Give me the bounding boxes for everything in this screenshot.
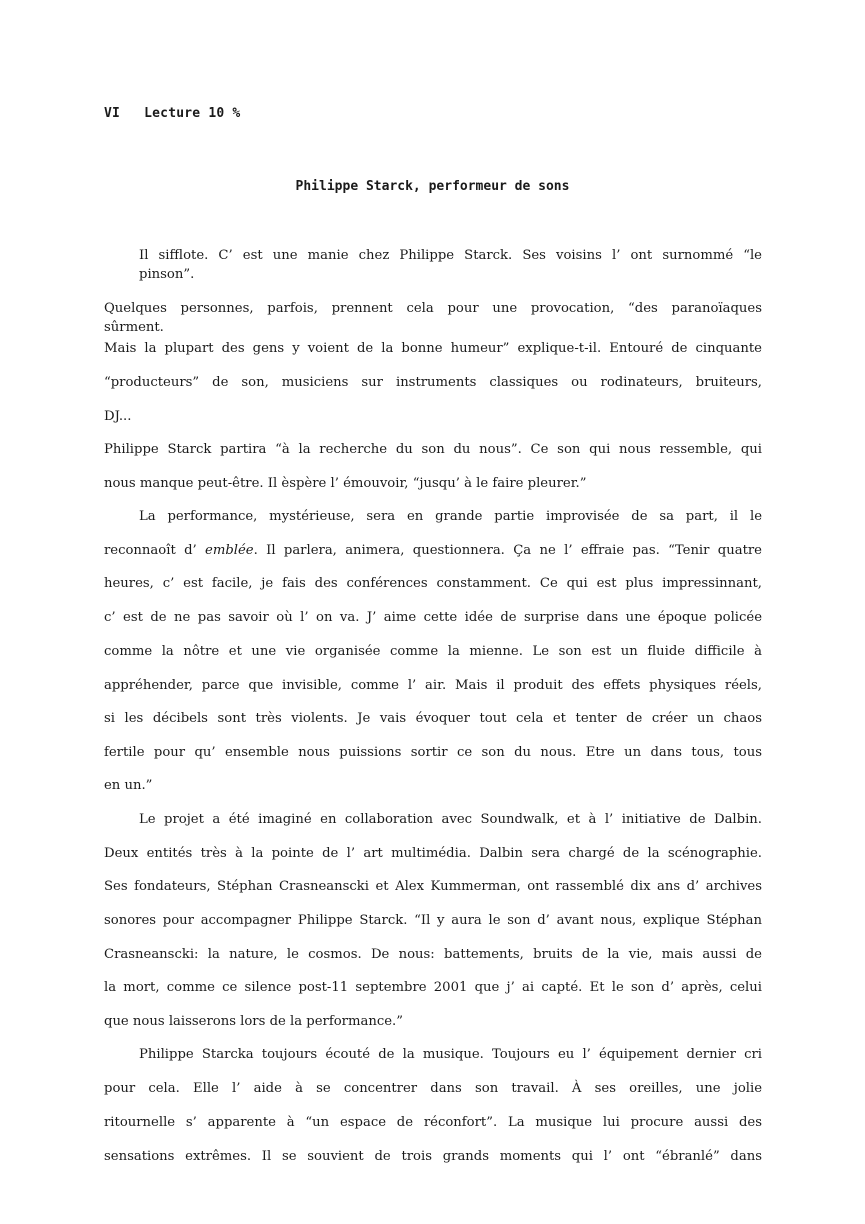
body-line: Mais la plupart des gens y voient de la bonne humeur” explique-t-il. Entouré de cinquante — [104, 341, 762, 356]
body-line: Deux entités très à la pointe de l’ art multimédia. Dalbin sera chargé de la scénographie. — [104, 846, 762, 861]
body-line: en un.” — [104, 778, 153, 793]
body-line: Philippe Starck partira “à la recherche du son du nous”. Ce son qui nous ressemble, qui — [104, 442, 762, 457]
body-line: comme la nôtre et une vie organisée comme la mienne. Le son est un fluide difficile à — [104, 644, 762, 659]
body-line: reconnaoît d’ emblée. Il parlera, animera, questionnera. Ça ne l’ effraie pas. “Tenir quatre — [104, 543, 762, 558]
body-line: sonores pour accompagner Philippe Starck. “Il y aura le son d’ avant nous, explique Stéphan — [104, 913, 762, 928]
body-line: c’ est de ne pas savoir où l’ on va. J’ aime cette idée de surprise dans une époque policée — [104, 610, 762, 625]
section-heading: VI Lecture 10 % — [104, 106, 241, 121]
body-line: Le projet a été imaginé en collaboration avec Soundwalk, et à l’ initiative de Dalbin. — [139, 812, 762, 827]
body-line: appréhender, parce que invisible, comme l’ air. Mais il produit des effets physiques réels, — [104, 678, 762, 693]
body-line: Crasneanscki: la nature, le cosmos. De nous: battements, bruits de la vie, mais aussi de — [104, 947, 762, 962]
body-line: pinson”. — [139, 267, 195, 282]
body-line: Philippe Starcka toujours écouté de la musique. Toujours eu l’ équipement dernier cri — [139, 1047, 762, 1062]
body-line: “producteurs” de son, musiciens sur instruments classiques ou rodinateurs, bruiteurs, — [104, 375, 762, 390]
body-line: sensations extrêmes. Il se souvient de trois grands moments qui l’ ont “ébranlé” dans — [104, 1149, 762, 1164]
body-line: Il sifflote. C’ est une manie chez Philippe Starck. Ses voisins l’ ont surnommé “le — [139, 248, 762, 263]
body-line: heures, c’ est facile, je fais des conférences constamment. Ce qui est plus impressinnant, — [104, 576, 762, 591]
body-line: sûrment. — [104, 320, 164, 335]
body-line: DJ... — [104, 409, 132, 424]
body-line: si les décibels sont très violents. Je vais évoquer tout cela et tenter de créer un chaos — [104, 711, 762, 726]
body-line: la mort, comme ce silence post-11 septembre 2001 que j’ ai capté. Et le son d’ après, celui — [104, 980, 762, 995]
body-line: fertile pour qu’ ensemble nous puissions sortir ce son du nous. Etre un dans tous, tous — [104, 745, 762, 760]
body-line: nous manque peut-être. Il èspère l’ émouvoir, “jusqu’ à le faire pleurer.” — [104, 476, 587, 491]
article-title: Philippe Starck, performeur de sons — [295, 179, 570, 194]
body-line: Ses fondateurs, Stéphan Crasneanscki et Alex Kummerman, ont rassemblé dix ans d’ archives — [104, 879, 762, 894]
body-line: Quelques personnes, parfois, prennent cela pour une provocation, “des paranoïaques — [104, 301, 762, 316]
body-line: ritournelle s’ apparente à “un espace de réconfort”. La musique lui procure aussi des — [104, 1115, 762, 1130]
body-line: pour cela. Elle l’ aide à se concentrer dans son travail. À ses oreilles, une jolie — [104, 1081, 762, 1096]
body-line: La performance, mystérieuse, sera en grande partie improvisée de sa part, il le — [139, 509, 762, 524]
body-line: que nous laisserons lors de la performance.” — [104, 1014, 403, 1029]
